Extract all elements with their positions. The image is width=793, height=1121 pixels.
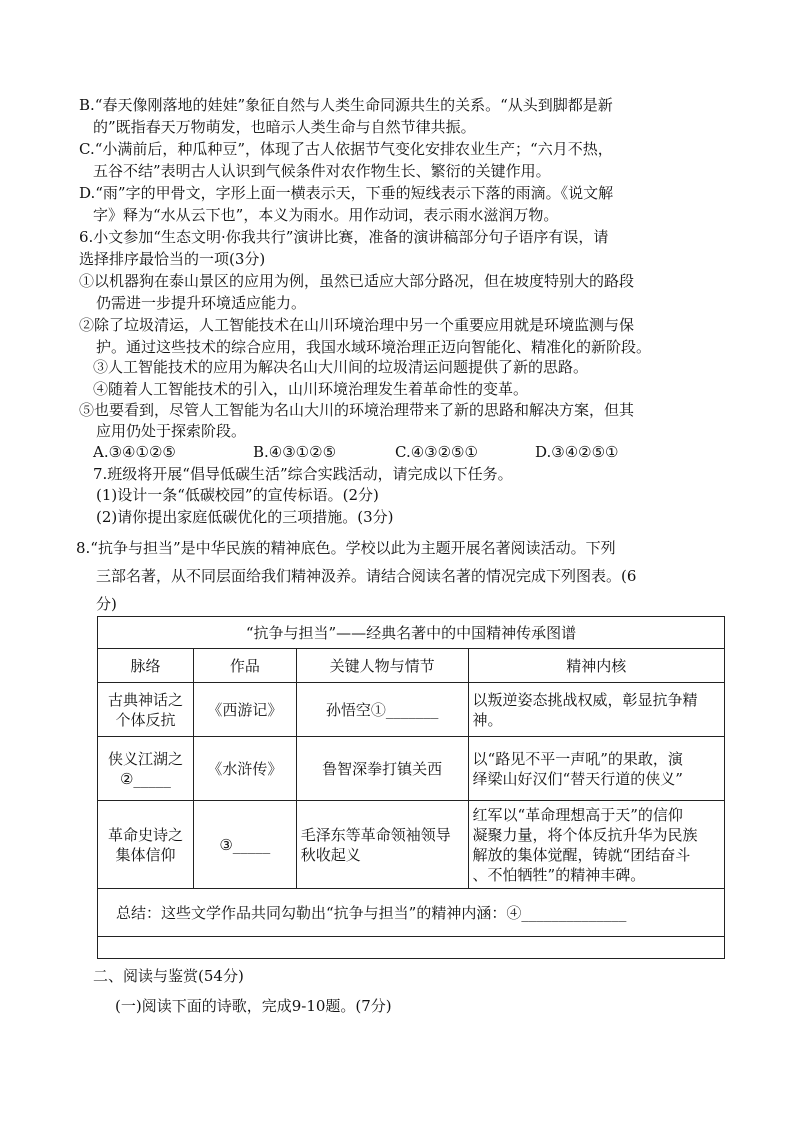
- table-header-row: [98, 649, 725, 683]
- table-title: “抗争与担当”——经典名著中的中国精神传承图谱: [98, 617, 725, 649]
- core-text: 、不怕牺牲”的精神丰碑。: [472, 865, 646, 884]
- q6-sentence-1a: ①以机器狗在泰山景区的应用为例，虽然已适应大部分路况，但在坡度特别大的路段: [79, 272, 635, 290]
- header-vein: 脉络: [98, 649, 194, 683]
- table-row: [98, 801, 725, 889]
- plot-cell: 鲁智深拳打镇关西: [296, 737, 468, 801]
- q7-task-1: (1)设计一条“低碳校园”的宣传标语。(2分): [96, 486, 379, 504]
- vein-cell: [98, 737, 194, 801]
- q5-option-d-line1: D.“雨”字的甲骨文，字形上面一横表示天，下垂的短线表示下落的雨滴。《说文解: [79, 184, 614, 202]
- q6-option-b: B.④③①②⑤: [253, 443, 337, 461]
- core-text: 以叛逆姿态挑战权威，彰显抗争精: [472, 690, 698, 709]
- q7-stem: 7.班级将开展“倡导低碳生活”综合实践活动，请完成以下任务。: [93, 465, 513, 483]
- work-answer-blank-3[interactable]: ③_____: [193, 801, 296, 889]
- q6-option-a: A.③④①②⑤: [93, 443, 176, 461]
- q6-stem-line1: 6.小文参加“生态文明·你我共行”演讲比赛，准备的演讲稿部分句子语序有误，请: [79, 228, 609, 246]
- vein-text: 侠义江湖之: [107, 749, 183, 768]
- vein-text: 革命史诗之: [107, 825, 183, 844]
- q6-option-d: D.③④②⑤①: [535, 443, 619, 461]
- core-text: 绎梁山好汉们“替天行道的侠义”: [472, 769, 683, 788]
- spirit-map-table: [97, 616, 725, 959]
- work-cell: 《水浒传》: [193, 737, 296, 801]
- core-cell: [468, 683, 724, 737]
- q6-option-c: C.④③②⑤①: [395, 443, 478, 461]
- core-text: 红军以“革命理想高于天”的信仰: [472, 805, 683, 824]
- core-text: 以“路见不平一声吼”的果敢，演: [472, 749, 683, 768]
- q6-sentence-4: ④随着人工智能技术的引入，山川环境治理发生着革命性的变革。: [93, 380, 529, 398]
- header-plot: 关键人物与情节: [296, 649, 468, 683]
- q8-stem-line2: 三部名著，从不同层面给我们精神汲养。请结合阅读名著的情况完成下列图表。(6: [96, 567, 637, 585]
- work-cell: 《西游记》: [193, 683, 296, 737]
- q6-sentence-2a: ②除了垃圾清运，人工智能技术在山川环境治理中另一个重要应用就是环境监测与保: [79, 316, 635, 334]
- q5-option-c-line1: C.“小满前后，种瓜种豆”，体现了古人依据节气变化安排农业生产；“六月不热，: [79, 140, 613, 158]
- q6-sentence-2b: 护。通过这些技术的综合应用，我国水域环境治理正迈向智能化、精准化的新阶段。: [96, 338, 652, 356]
- q5-option-d-line2: 字》释为“水从云下也”，本义为雨水。用作动词，表示雨水滋润万物。: [93, 206, 559, 224]
- q6-sentence-1b: 仍需进一步提升环境适应能力。: [96, 294, 307, 312]
- vein-text: 古典神话之: [107, 690, 183, 709]
- header-work: 作品: [193, 649, 296, 683]
- empty-row: [98, 937, 725, 959]
- vein-cell: [98, 683, 194, 737]
- core-cell: [468, 737, 724, 801]
- summary-row: [98, 889, 725, 937]
- header-core: 精神内核: [468, 649, 724, 683]
- q6-sentence-5a: ⑤也要看到，尽管人工智能为名山大川的环境治理带来了新的思路和解决方案，但其: [79, 401, 635, 419]
- core-cell: [468, 801, 724, 889]
- q8-stem-line3: 分): [96, 595, 117, 613]
- empty-cell: [98, 937, 725, 959]
- core-text: 凝聚力量，将个体反抗升华为民族: [472, 825, 698, 844]
- plot-text: 毛泽东等革命领袖领导: [300, 825, 451, 844]
- table-title-row: [98, 617, 725, 649]
- vein-text: 个体反抗: [115, 710, 176, 729]
- core-text: 神。: [472, 710, 503, 729]
- section2-title: 二、阅读与鉴赏(54分): [93, 967, 244, 985]
- q5-option-b-line1: B.“春天像刚落地的娃娃”象征自然与人类生命同源共生的关系。“从头到脚都是新: [79, 96, 613, 114]
- q5-option-b-line2: 的”既指春天万物萌发，也暗示人类生命与自然节律共振。: [93, 118, 476, 136]
- q6-sentence-5b: 应用仍处于探索阶段。: [96, 422, 247, 440]
- q6-stem-line2: 选择排序最恰当的一项(3分): [79, 250, 266, 268]
- vein-answer-blank-2[interactable]: ②_____: [119, 769, 171, 788]
- vein-cell: [98, 801, 194, 889]
- table-row: [98, 737, 725, 801]
- summary-answer-blank-4[interactable]: 总结：这些文学作品共同勾勒出“抗争与担当”的精神内涵：④______________: [98, 889, 725, 937]
- q8-stem-line1: 8.“抗争与担当”是中华民族的精神底色。学校以此为主题开展名著阅读活动。下列: [76, 539, 616, 557]
- core-text: 解放的集体觉醒，铸就“团结奋斗: [472, 845, 691, 864]
- vein-text: 集体信仰: [115, 845, 176, 864]
- q5-option-c-line2: 五谷不结”表明古人认识到气候条件对农作物生长、繁衍的关键作用。: [93, 162, 551, 180]
- section2-subtitle: (一)阅读下面的诗歌，完成9-10题。(7分): [115, 997, 392, 1015]
- plot-cell: [296, 801, 468, 889]
- q7-task-2: (2)请你提出家庭低碳优化的三项措施。(3分): [96, 508, 394, 526]
- q6-sentence-3: ③人工智能技术的应用为解决名山大川间的垃圾清运问题提供了新的思路。: [93, 358, 589, 376]
- plot-text: 秋收起义: [300, 845, 361, 864]
- table-row: [98, 683, 725, 737]
- plot-answer-blank-1[interactable]: 孙悟空①_______: [296, 683, 468, 737]
